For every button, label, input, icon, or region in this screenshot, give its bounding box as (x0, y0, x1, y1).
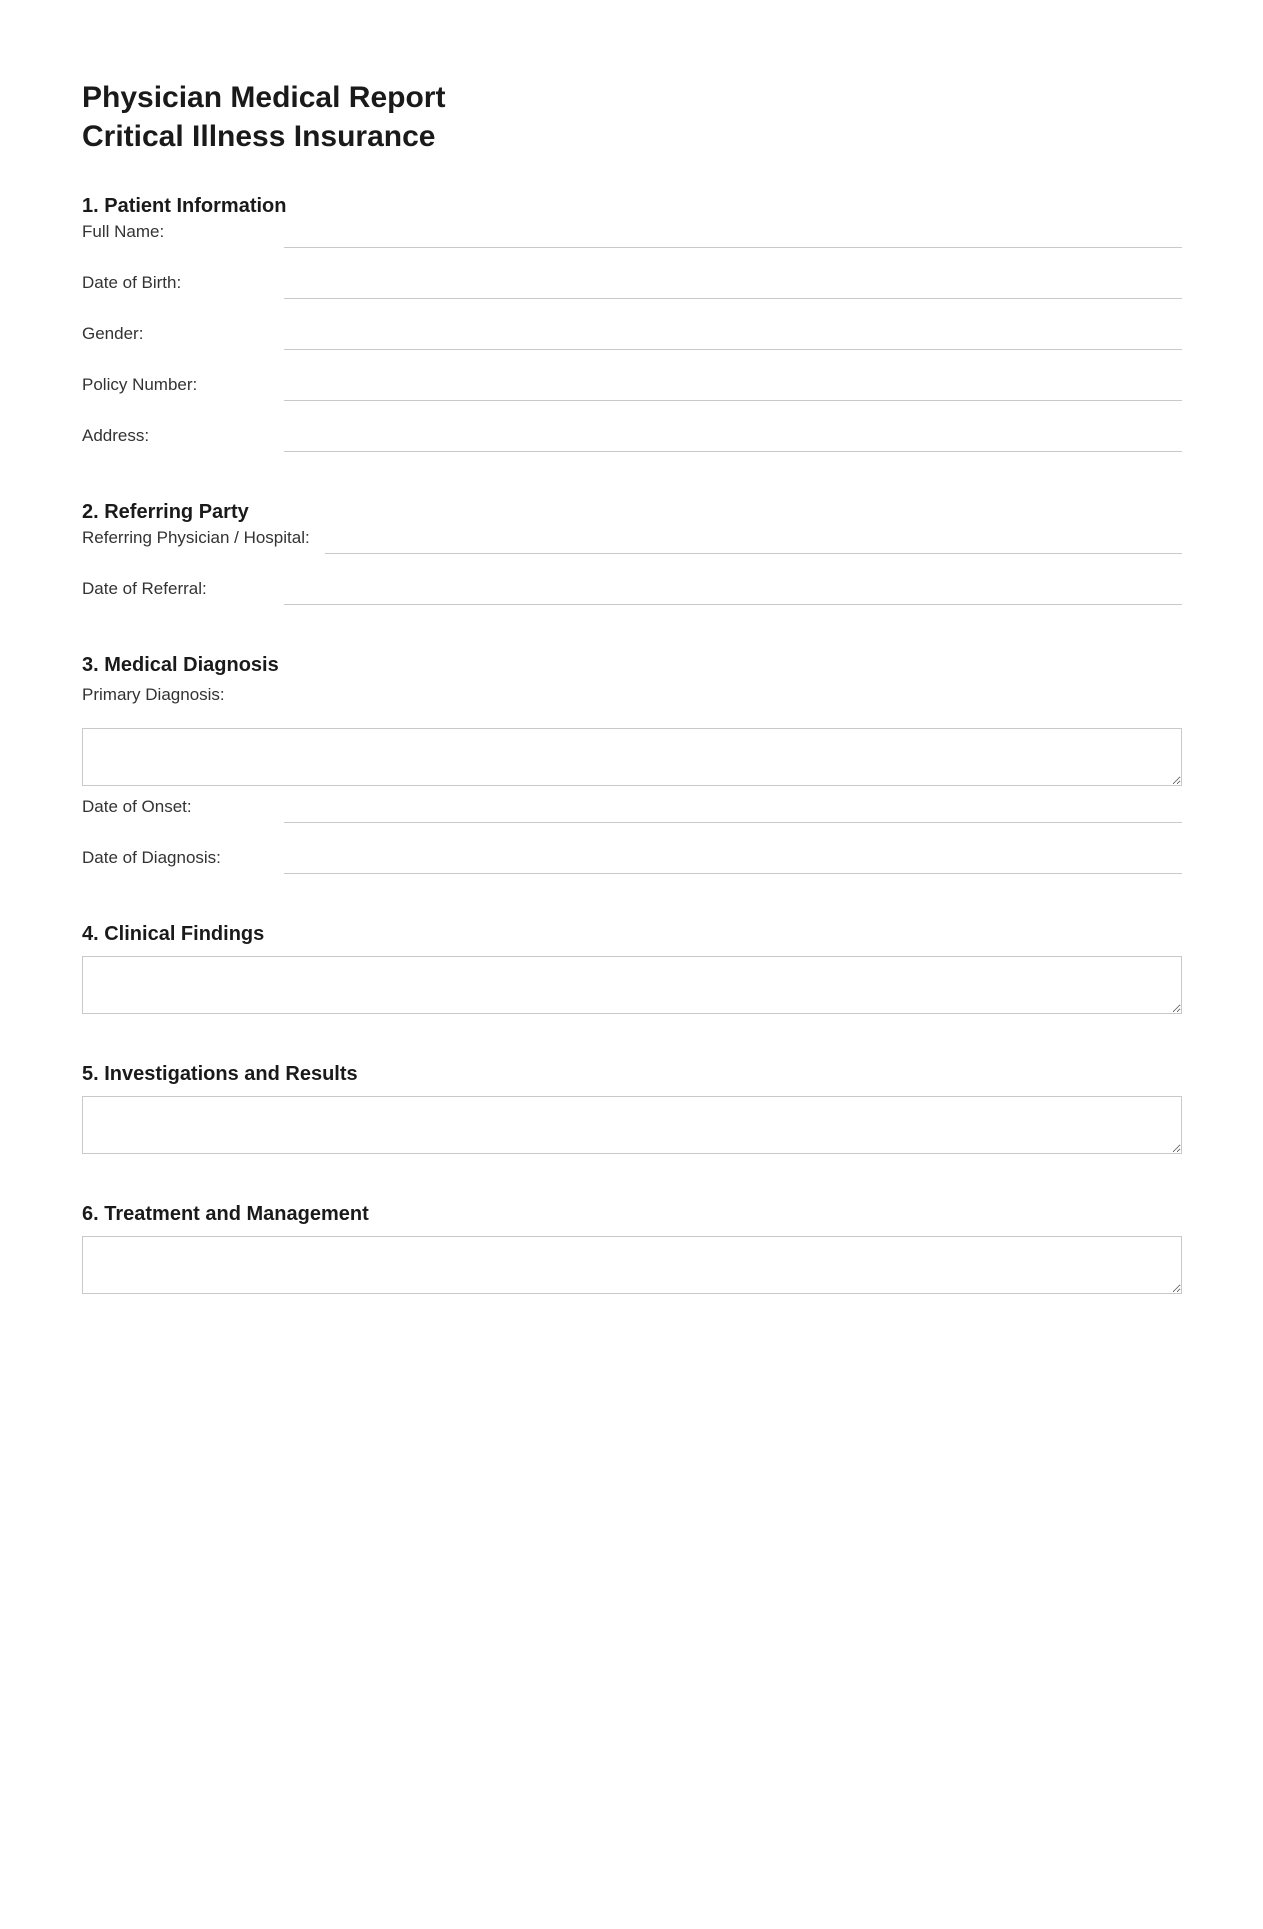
full-name-label: Full Name: (82, 222, 165, 241)
date-of-onset-input[interactable] (284, 794, 1182, 823)
full-name-row (82, 219, 1182, 248)
section-treatment-management (82, 1202, 1182, 1294)
treatment-management-textarea[interactable] (82, 1236, 1182, 1294)
gender-row (82, 321, 1182, 350)
referring-party-heading: 2. Referring Party (82, 501, 249, 523)
address-input[interactable] (284, 423, 1182, 452)
date-of-diagnosis-input[interactable] (284, 845, 1182, 874)
date-of-diagnosis-row (82, 845, 1182, 874)
date-of-onset-row (82, 794, 1182, 823)
date-of-birth-label: Date of Birth: (82, 273, 182, 292)
date-of-diagnosis-label: Date of Diagnosis: (82, 848, 221, 867)
section-medical-diagnosis (82, 653, 1182, 874)
date-of-birth-row (82, 270, 1182, 299)
patient-information-heading: 1. Patient Information (82, 195, 287, 217)
gender-input[interactable] (284, 321, 1182, 350)
clinical-findings-textarea[interactable] (82, 956, 1182, 1014)
address-label: Address: (82, 426, 150, 445)
policy-number-label: Policy Number: (82, 375, 198, 394)
section-clinical-findings (82, 922, 1182, 1014)
page-title-line2: Critical Illness Insurance (82, 120, 436, 153)
investigations-results-textarea[interactable] (82, 1096, 1182, 1154)
date-of-referral-label: Date of Referral: (82, 579, 207, 598)
primary-diagnosis-textarea[interactable] (82, 728, 1182, 786)
address-row (82, 423, 1182, 452)
section-referring-party (82, 500, 1182, 605)
section-patient-information (82, 194, 1182, 452)
page-title (82, 78, 1182, 156)
date-of-birth-input[interactable] (284, 270, 1182, 299)
policy-number-row (82, 372, 1182, 401)
medical-diagnosis-heading: 3. Medical Diagnosis (82, 654, 279, 676)
gender-label: Gender: (82, 324, 144, 343)
policy-number-input[interactable] (284, 372, 1182, 401)
referring-physician-input[interactable] (325, 525, 1182, 554)
clinical-findings-heading: 4. Clinical Findings (82, 923, 265, 945)
treatment-management-heading: 6. Treatment and Management (82, 1203, 369, 1225)
primary-diagnosis-label: Primary Diagnosis: (82, 685, 225, 704)
section-investigations-results (82, 1062, 1182, 1154)
referring-physician-row (82, 525, 1182, 554)
investigations-results-heading: 5. Investigations and Results (82, 1063, 358, 1085)
full-name-input[interactable] (284, 219, 1182, 248)
date-of-referral-input[interactable] (284, 576, 1182, 605)
date-of-referral-row (82, 576, 1182, 605)
page-title-line1: Physician Medical Report (82, 81, 446, 114)
medical-report-form (82, 0, 1182, 1294)
referring-physician-label: Referring Physician / Hospital: (82, 528, 310, 547)
date-of-onset-label: Date of Onset: (82, 797, 192, 816)
